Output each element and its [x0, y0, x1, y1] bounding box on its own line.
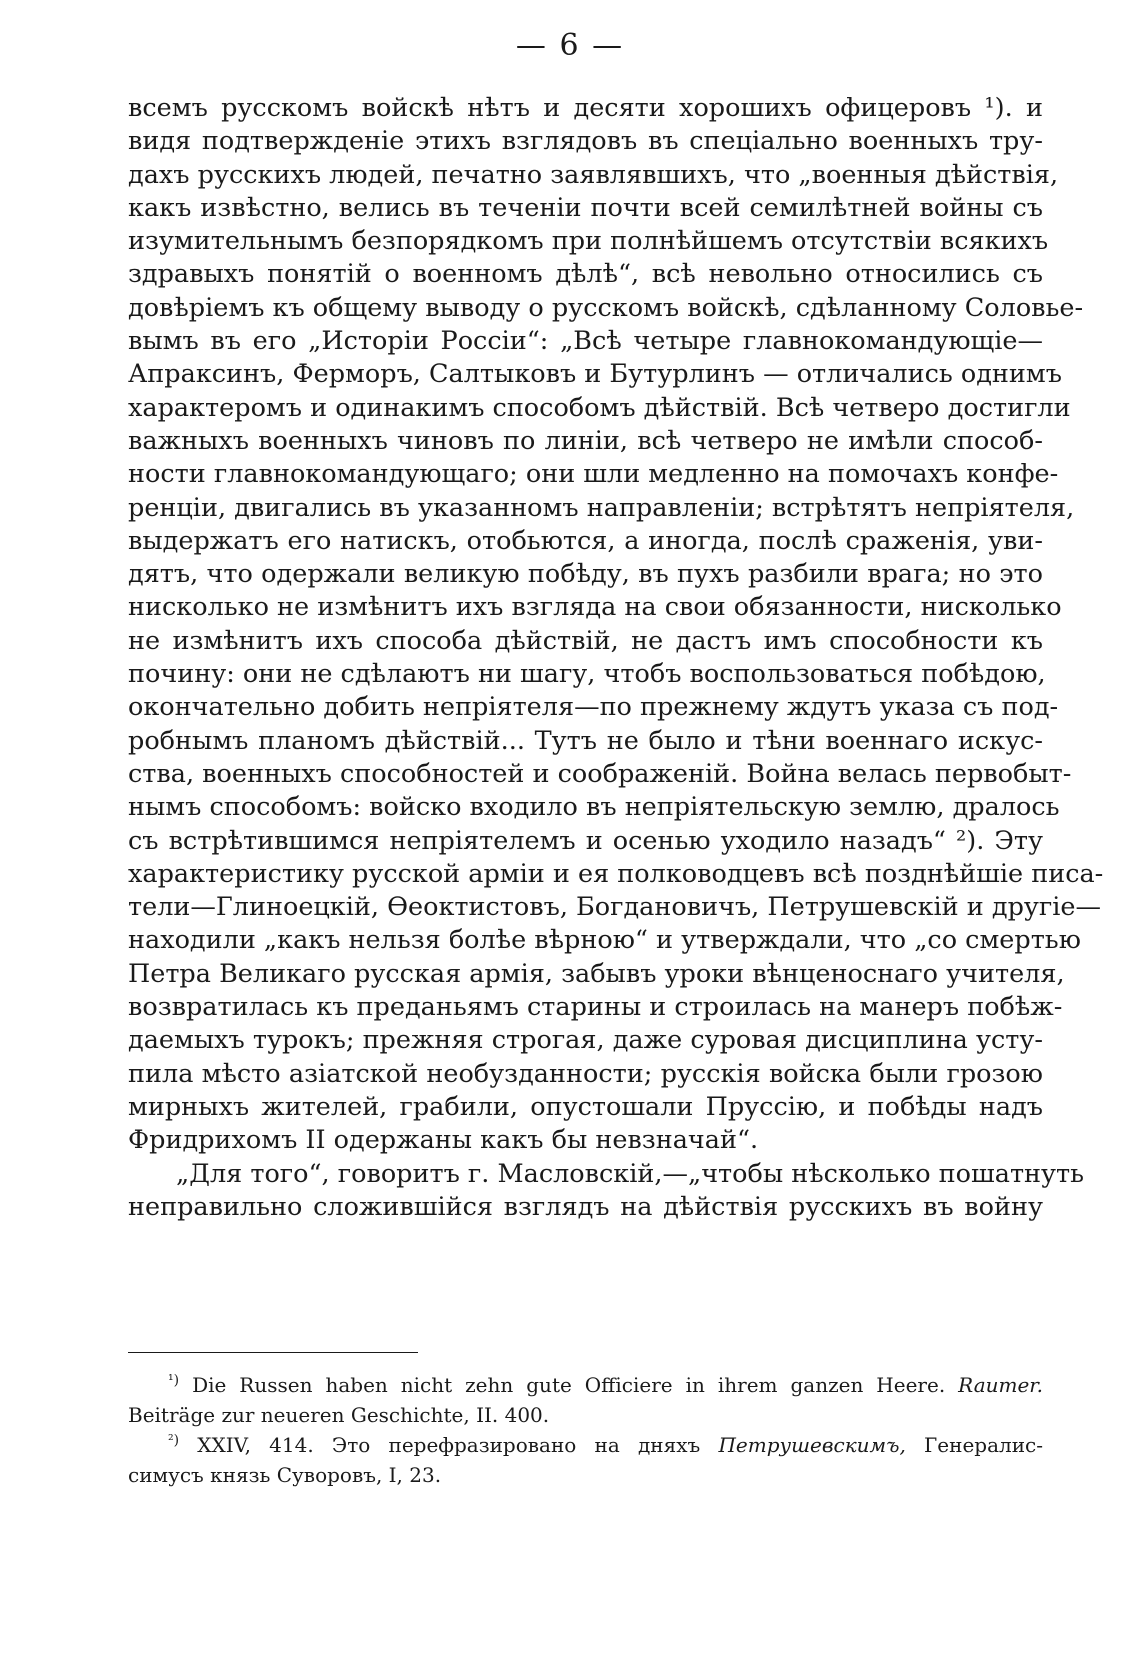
text-line: ности главнокомандующаго; они шли медленно на помочахъ конфе- — [128, 459, 1059, 490]
text-line: нисколько не измѣнитъ ихъ взгляда на свои обязанности, нисколько — [128, 592, 1062, 623]
text-line: нымъ способомъ: войско входило въ непріятельскую землю, дралось — [128, 792, 1060, 823]
text-line: робнымъ планомъ дѣйствій... Тутъ не было и тѣни военнаго искус- — [128, 725, 1043, 756]
footnote-1-marker: ¹) — [168, 1372, 180, 1389]
text-line: здравыхъ понятій о военномъ дѣлѣ“, всѣ невольно относились съ — [128, 259, 1043, 290]
text-line: дахъ русскихъ людей, печатно заявлявшихъ, что „военныя дѣйствія, — [128, 159, 1059, 190]
text-line: Апраксинъ, Ферморъ, Салтыковъ и Бутурлинъ — отличались однимъ — [128, 359, 1062, 390]
page-number: — 6 — — [515, 28, 625, 63]
text-line: какъ извѣстно, велись въ теченіи почти всей семилѣтней войны съ — [128, 192, 1043, 223]
text-line: довѣріемъ къ общему выводу о русскомъ войскѣ, сдѣланному Соловье- — [128, 292, 1084, 323]
text-line: вымъ въ его „Исторіи Россіи“: „Всѣ четыре главнокомандующіе— — [128, 326, 1043, 357]
text-line: выдержатъ его натискъ, отобьются, а иногда, послѣ сраженія, уви- — [128, 525, 1043, 556]
text-line: характеромъ и одинакимъ способомъ дѣйствій. Всѣ четверо достигли — [128, 392, 1071, 423]
text-line: даемыхъ турокъ; прежняя строгая, даже суровая дисциплина усту- — [128, 1025, 1043, 1056]
footnote-2-line-2: симусъ князь Суворовъ, I, 23. — [128, 1463, 442, 1487]
text-line: ренціи, двигались въ указанномъ направленіи; встрѣтятъ непріятеля, — [128, 492, 1075, 523]
text-line: важныхъ военныхъ чиновъ по линіи, всѣ четверо не имѣли способ- — [128, 425, 1043, 456]
footnote-2-text-cont: Генералис- — [924, 1433, 1043, 1457]
text-line: возвратилась къ преданьямъ старины и строилась на манеръ побѣж- — [128, 992, 1063, 1023]
text-line: характеристику русской арміи и ея полководцевъ всѣ позднѣйшіе писа- — [128, 858, 1104, 889]
text-line: изумительнымъ безпорядкомъ при полнѣйшемъ отсутствіи всякихъ — [128, 226, 1049, 257]
footnote-divider — [128, 1352, 418, 1353]
text-line: всемъ русскомъ войскѣ нѣтъ и десяти хорошихъ офицеровъ ¹). и — [128, 93, 1043, 123]
text-line: видя подтвержденіе этихъ взглядовъ въ спеціально военныхъ тру- — [128, 126, 1043, 157]
footnote-2-marker: ²) — [168, 1432, 180, 1449]
text-line: дятъ, что одержали великую побѣду, въ пухъ разбили врага; но это — [128, 559, 1043, 590]
text-line: почину: они не сдѣлаютъ ни шагу, чтобъ воспользоваться побѣдою, — [128, 659, 1046, 690]
footnotes — [128, 1370, 1043, 1490]
footnote-2-text: XXIV, 414. Это перефразировано на дняхъ — [197, 1433, 701, 1457]
text-line: неправильно сложившійся взглядъ на дѣйствія русскихъ въ войну — [128, 1191, 1043, 1222]
paragraph-start-line: „Для того“, говоритъ г. Масловскій,—„чтобы нѣсколько пошатнуть — [176, 1158, 1085, 1189]
text-line: не измѣнитъ ихъ способа дѣйствій, не дастъ имъ способности къ — [128, 625, 1043, 656]
footnote-1-line-2: Beiträge zur neueren Geschichte, II. 400. — [128, 1403, 550, 1427]
text-line: тели—Глиноецкій, Ѳеоктистовъ, Богдановичъ, Петрушевскій и другіе— — [128, 892, 1102, 923]
main-text — [128, 92, 1104, 1224]
footnote-1-text: Die Russen haben nicht zehn gute Officiere in ihrem ganzen Heere. — [192, 1373, 946, 1397]
text-line: ства, военныхъ способностей и соображеній. Война велась первобыт- — [128, 758, 1072, 789]
text-line: находили „какъ нельзя болѣе вѣрною“ и утверждали, что „со смертью — [128, 925, 1081, 956]
footnote-1-line-1 — [128, 1370, 1043, 1400]
footnote-2-line-1 — [128, 1430, 1043, 1460]
footnote-1-author: Raumer. — [958, 1373, 1044, 1397]
footnote-2-author: Петрушевскимъ, — [718, 1433, 906, 1457]
text-line: мирныхъ жителей, грабили, опустошали Пруссію, и побѣды надъ — [128, 1091, 1043, 1122]
text-line: пила мѣсто азіатской необузданности; русскія войска были грозою — [128, 1058, 1043, 1089]
text-line: окончательно добить непріятеля—по прежнему ждутъ указа съ под- — [128, 692, 1059, 723]
text-line: съ встрѣтившимся непріятелемъ и осенью уходило назадъ“ ²). Эту — [128, 825, 1043, 856]
text-line: Фридрихомъ II одержаны какъ бы невзначай“. — [128, 1125, 759, 1156]
text-line: Петра Великаго русская армія, забывъ уроки вѣнценоснаго учителя, — [128, 958, 1065, 989]
